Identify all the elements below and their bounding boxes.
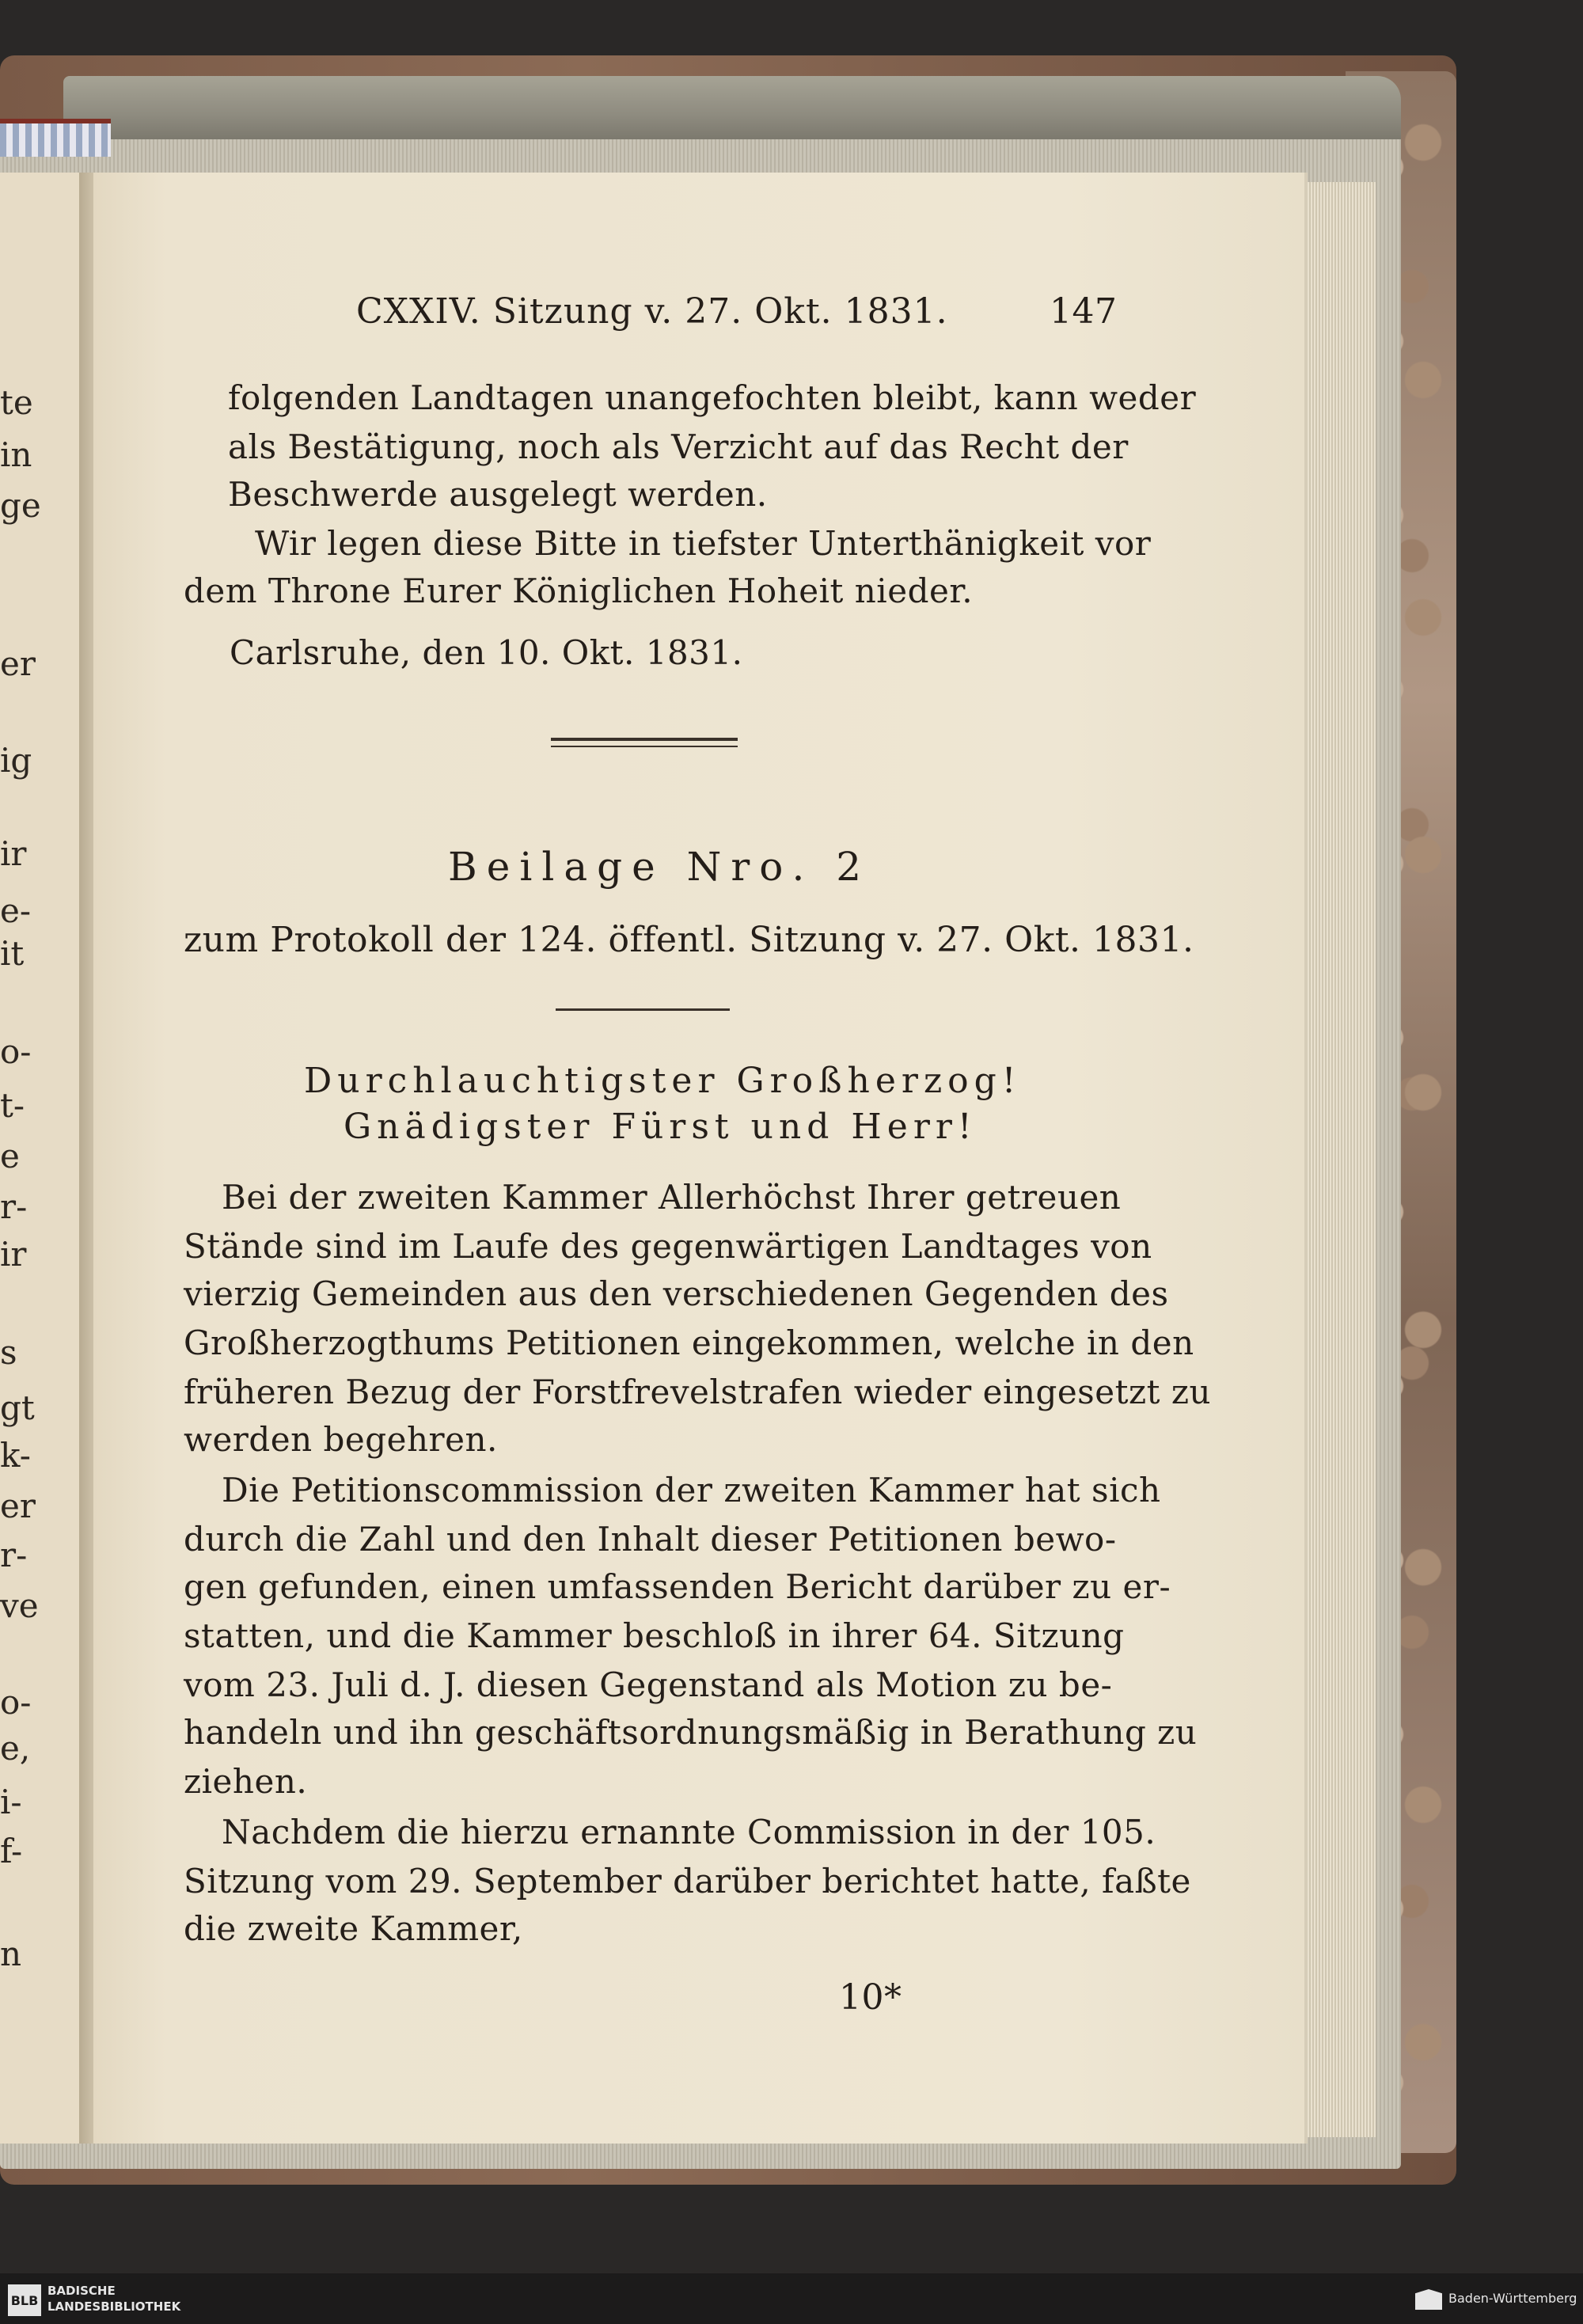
section-divider [556,1008,730,1011]
text-line: ziehen. [184,1762,308,1801]
text-line: Bei der zweiten Kammer Allerhöchst Ihrer getreuen [222,1178,1122,1217]
text-line: werden begehren. [184,1420,498,1459]
left-page-fragment: e, [0,1729,31,1768]
left-page-fragment: e- [0,891,32,930]
text-line: dem Throne Eurer Königlichen Hoheit nieder. [184,572,974,610]
text-line: die zweite Kammer, [184,1909,523,1948]
running-header: CXXIV. Sitzung v. 27. Okt. 1831. [356,291,948,332]
left-page-fragment: s [0,1333,17,1372]
blb-name-line: LANDESBIBLIOTHEK [47,2299,181,2314]
text-line: folgenden Landtagen unangefochten bleibt, kann weder [228,378,1197,417]
section-title: Beilage Nro. 2 [448,844,871,890]
text-line: Beschwerde ausgelegt werden. [228,475,768,514]
left-page-fragment: ve [0,1586,39,1625]
footer-bar [0,2273,1583,2324]
left-page-fragment: k- [0,1436,31,1475]
page-number: 147 [1050,291,1118,332]
left-page-fragment: o- [0,1032,32,1071]
left-page-fragment: er [0,644,36,683]
section-divider [551,746,738,747]
book-top-edge [63,76,1401,139]
left-page-fragment: e [0,1137,20,1175]
left-page-fragment: gt [0,1388,35,1427]
left-page-fragment: ge [0,486,41,525]
bw-name: Baden-Württemberg [1448,2291,1577,2306]
signature-mark: 10* [839,1977,902,2018]
left-page-fragment: te [0,383,33,422]
section-subtitle: zum Protokoll der 124. öffentl. Sitzung v. 27. Okt. 1831. [184,920,1194,960]
text-line: Die Petitionscommission der zweiten Kammer hat sich [222,1471,1161,1509]
left-page [0,173,90,2144]
left-page-fragment: f- [0,1832,23,1870]
left-page-fragment: in [0,435,32,474]
blb-name-line: BADISCHE [47,2284,116,2298]
text-line: Sitzung vom 29. September darüber berichtet hatte, faßte [184,1862,1191,1901]
left-page-fragment: r- [0,1536,28,1574]
text-line: Nachdem die hierzu ernannte Commission in der 105. [222,1813,1156,1851]
left-page-fragment: ig [0,741,32,780]
place-date: Carlsruhe, den 10. Okt. 1831. [230,633,743,672]
text-line: handeln und ihn geschäftsordnungsmäßig in Berathung zu [184,1713,1198,1752]
text-line: vierzig Gemeinden aus den verschiedenen Gegenden des [184,1274,1169,1313]
left-page-fragment: it [0,934,25,973]
blb-logo: BLB [8,2284,41,2316]
left-page-fragment: r- [0,1187,28,1226]
text-line: früheren Bezug der Forstfrevelstrafen wieder eingesetzt zu [184,1373,1212,1411]
text-line: Stände sind im Laufe des gegenwärtigen Landtages von [184,1227,1152,1266]
text-line: als Bestätigung, noch als Verzicht auf das Recht der [228,427,1129,466]
left-page-fragment: ir [0,834,27,873]
text-line: gen gefunden, einen umfassenden Bericht darüber zu er- [184,1567,1171,1606]
left-page-fragment: er [0,1487,36,1525]
blb-name [47,2283,180,2315]
left-page-fragment: i- [0,1783,22,1821]
text-line: durch die Zahl und den Inhalt dieser Petitionen bewo- [184,1520,1117,1559]
page-stack-edge [1304,182,1376,2137]
salutation-line: Gnädigster Fürst und Herr! [344,1107,978,1147]
left-page-fragment: n [0,1935,22,1973]
left-page-fragment: o- [0,1683,32,1722]
text-line: Wir legen diese Bitte in tiefster Unterthänigkeit vor [255,524,1152,563]
text-line: vom 23. Juli d. J. diesen Gegenstand als Motion zu be- [184,1665,1113,1704]
left-page-fragment: t- [0,1086,25,1125]
left-page-fragment: ir [0,1235,27,1274]
bw-crest-icon [1415,2289,1442,2310]
section-divider [551,738,738,741]
text-line: statten, und die Kammer beschloß in ihrer 64. Sitzung [184,1616,1125,1655]
text-line: Großherzogthums Petitionen eingekommen, welche in den [184,1323,1194,1362]
salutation-line: Durchlauchtigster Großherzog! [304,1061,1022,1101]
headband [0,119,111,157]
